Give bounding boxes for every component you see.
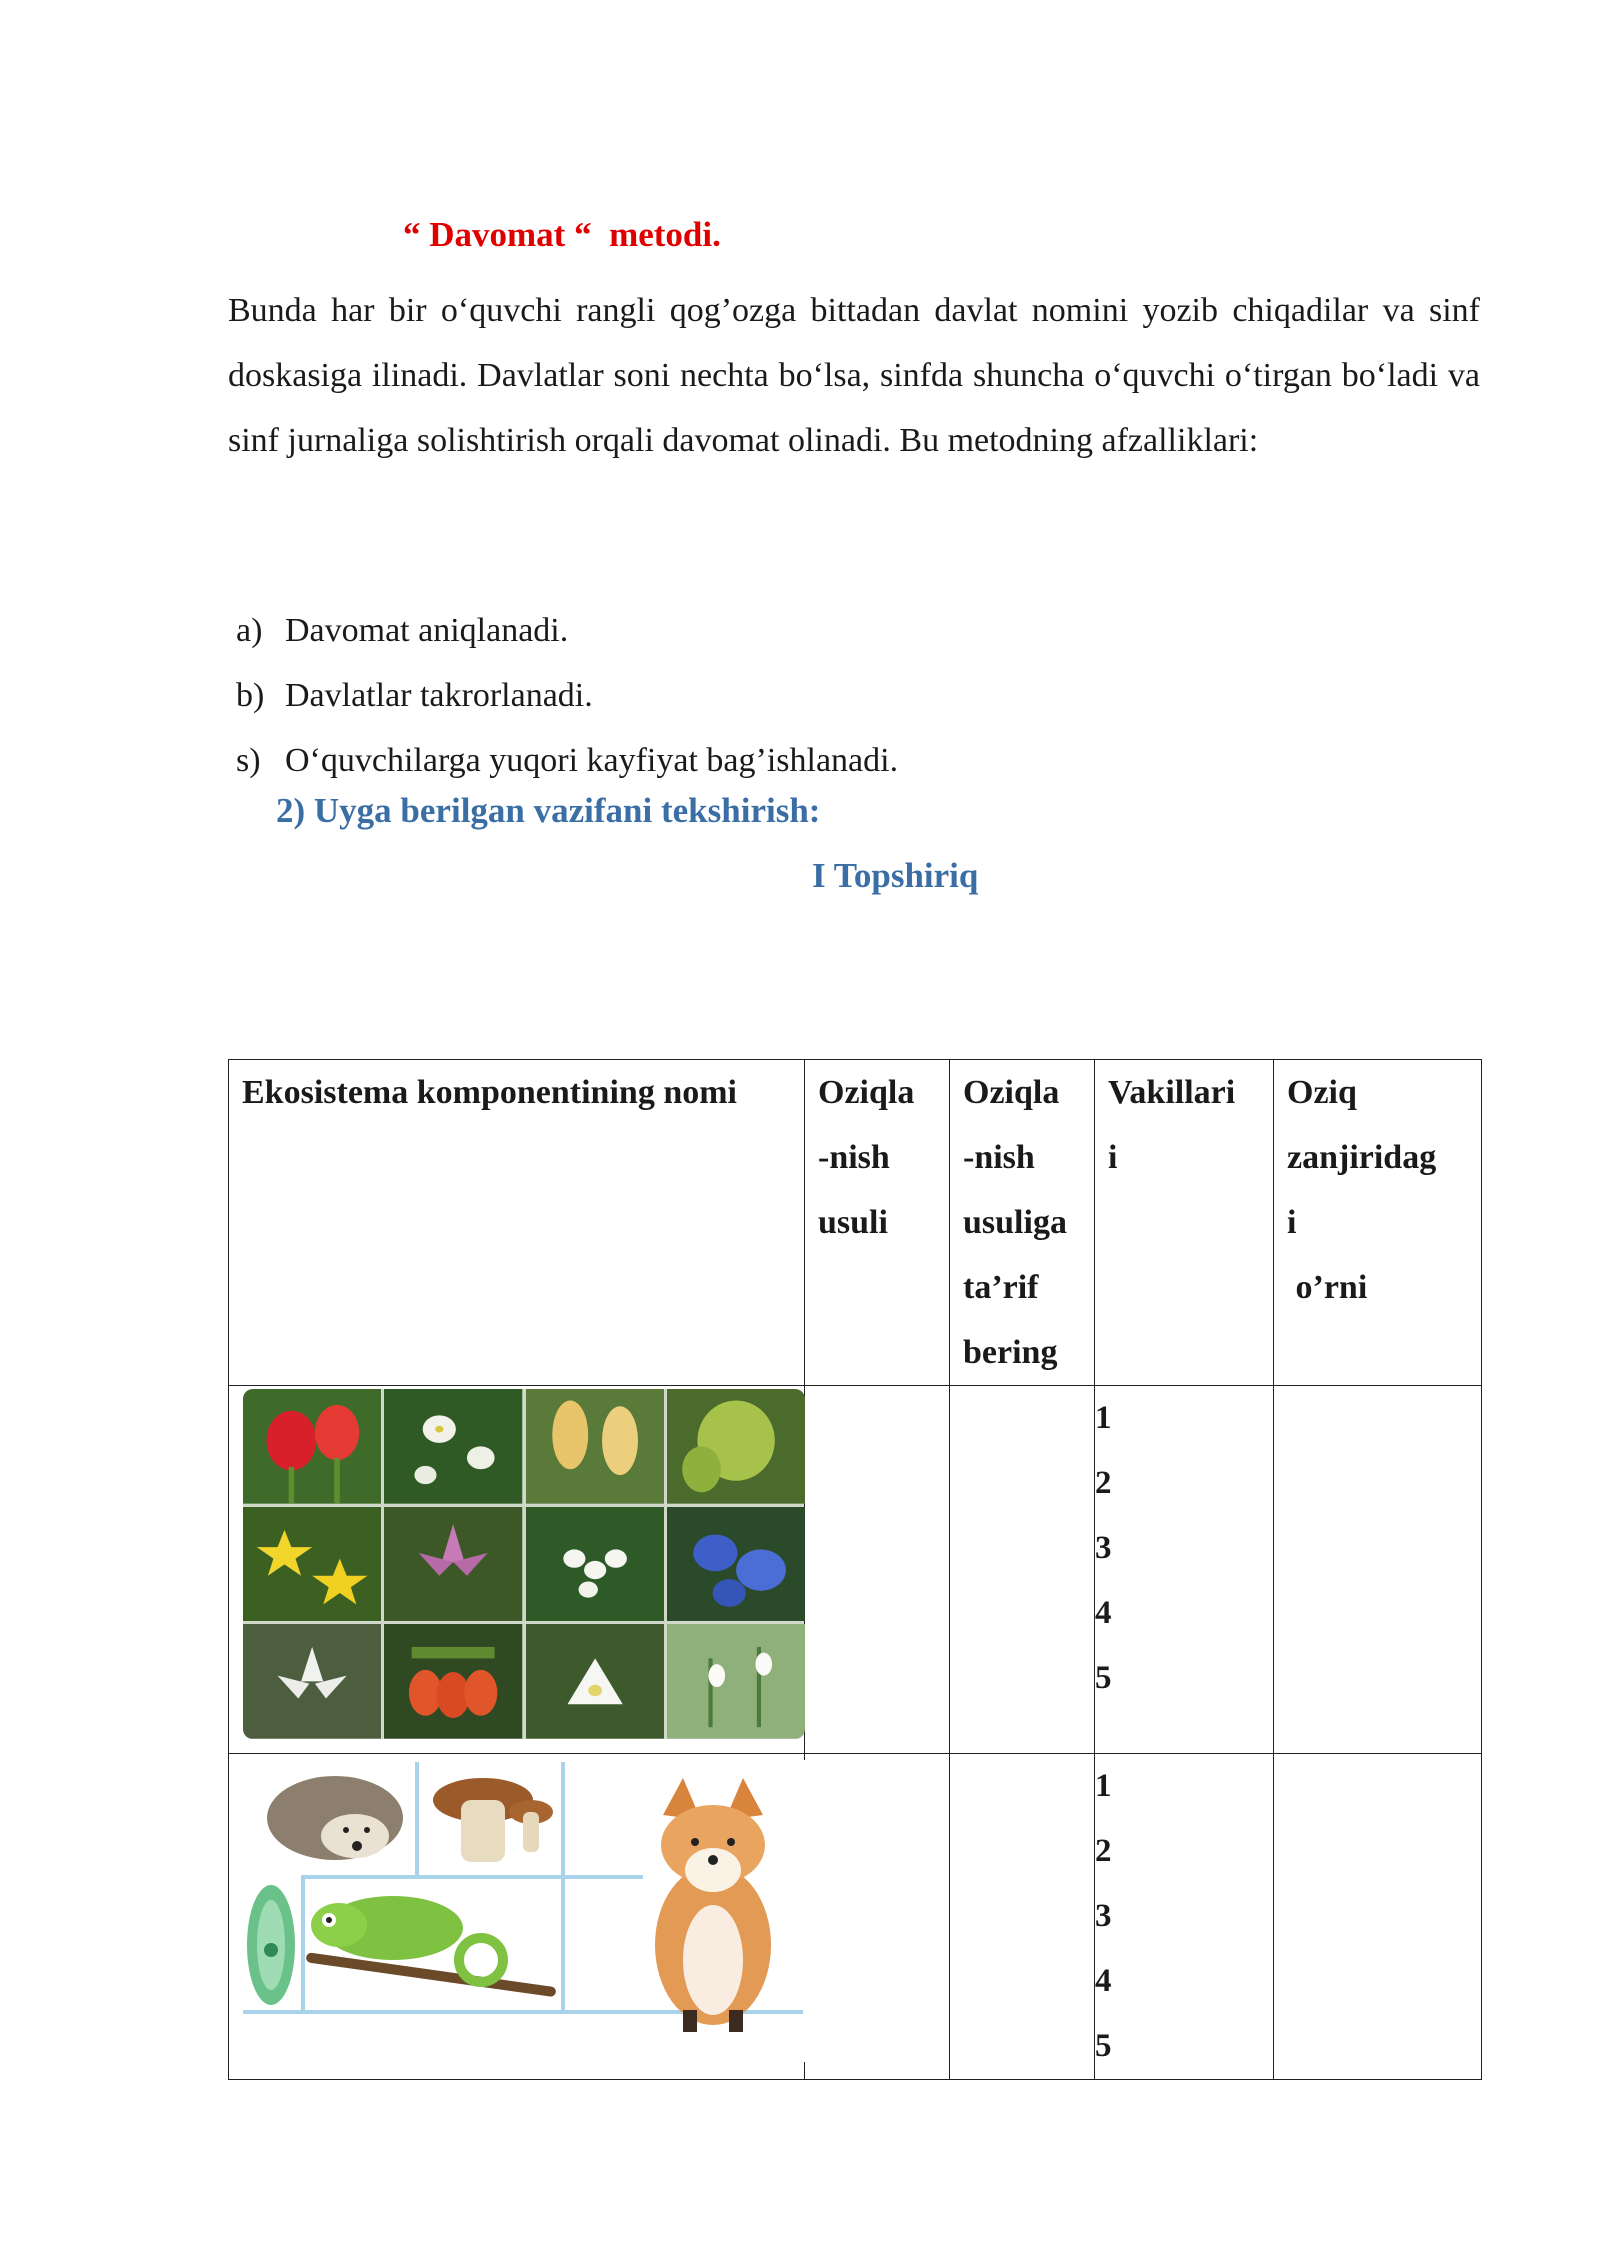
animals-collage-image — [243, 1760, 809, 2062]
intro-paragraph: Bunda har bir o‘quvchi rangli qog’ozga bittadan davlat nomini yozib chiqadilar va sinf doskasiga ilinadi. Davlatlar soni nechta bo‘lsa, sinfda shuncha o‘quvchi o‘tirgan bo‘ladi va sinf jurnaliga solishtirish orqali davomat olinadi. Bu metodning afzalliklari: — [228, 292, 1480, 459]
list-marker: s) — [236, 742, 261, 779]
green-flower-image — [667, 1389, 805, 1504]
header-line: bering — [963, 1334, 1058, 1371]
header-representatives — [1095, 1060, 1274, 1386]
trillium-image — [526, 1624, 664, 1739]
yellow-star-flower-image — [243, 1507, 381, 1622]
row-number: 3 — [1095, 1898, 1112, 1934]
header-line: ta’rif — [963, 1269, 1039, 1306]
lily-of-the-valley-image — [526, 1507, 664, 1622]
list-item — [236, 663, 898, 728]
row-number: 3 — [1095, 1530, 1112, 1566]
plants-image-cell — [229, 1386, 805, 1754]
task-title: I Topshiriq — [812, 856, 979, 895]
header-line: -nish — [963, 1139, 1035, 1176]
header-line: Oziqla — [818, 1074, 915, 1111]
animals-image-cell — [229, 1754, 805, 2080]
list-marker: a) — [236, 612, 263, 649]
empty-cell — [805, 1754, 950, 2080]
header-line: i — [1287, 1204, 1297, 1241]
list-text: Davomat aniqlanadi. — [285, 612, 569, 649]
row-number: 2 — [1095, 1465, 1112, 1501]
row-number: 4 — [1095, 1963, 1112, 1999]
hyacinth-image — [526, 1389, 664, 1504]
fritillaria-image — [384, 1624, 522, 1739]
empty-cell — [950, 1754, 1095, 2080]
row-number: 2 — [1095, 1833, 1112, 1869]
blue-flower-image — [667, 1507, 805, 1622]
header-line: Oziqla — [963, 1074, 1060, 1111]
row-number: 5 — [1095, 2028, 1112, 2064]
empty-cell — [805, 1386, 950, 1754]
white-lily-image — [243, 1624, 381, 1739]
row-number: 1 — [1095, 1400, 1112, 1436]
header-line: usuliga — [963, 1204, 1067, 1241]
dogtooth-violet-image — [384, 1507, 522, 1622]
header-component-name: Ekosistema komponentining nomi — [229, 1060, 805, 1386]
header-line: Oziq — [1287, 1074, 1357, 1111]
header-feeding-method — [805, 1060, 950, 1386]
method-title: “ Davomat “ metodi. — [403, 215, 721, 254]
list-marker: b) — [236, 677, 265, 714]
table-header-row — [229, 1060, 1482, 1386]
table-row — [229, 1754, 1482, 2080]
flowers-mosaic-image — [243, 1389, 805, 1739]
header-line: o’rni — [1287, 1269, 1368, 1306]
header-food-chain-place — [1274, 1060, 1482, 1386]
row-number: 1 — [1095, 1768, 1112, 1804]
representatives-numbers — [1095, 1386, 1274, 1754]
homework-check-heading: 2) Uyga berilgan vazifani tekshirish: — [276, 791, 821, 830]
snowdrop-image — [667, 1624, 805, 1739]
list-item — [236, 598, 898, 663]
representatives-numbers — [1095, 1754, 1274, 2080]
table-row — [229, 1386, 1482, 1754]
anemone-image — [384, 1389, 522, 1504]
header-feeding-definition — [950, 1060, 1095, 1386]
header-line: Vakillari — [1108, 1074, 1236, 1111]
list-text: O‘quvchilarga yuqori kayfiyat bag’ishlanadi. — [285, 742, 899, 779]
header-line: i — [1108, 1139, 1118, 1176]
empty-cell — [950, 1386, 1095, 1754]
list-item — [236, 728, 898, 793]
ecosystem-table — [228, 1059, 1482, 2080]
header-line: -nish — [818, 1139, 890, 1176]
row-number: 4 — [1095, 1595, 1112, 1631]
empty-cell — [1274, 1754, 1482, 2080]
row-number: 5 — [1095, 1660, 1112, 1696]
tulip-image — [243, 1389, 381, 1504]
empty-cell — [1274, 1386, 1482, 1754]
header-line: usuli — [818, 1204, 888, 1241]
header-line: zanjiridag — [1287, 1139, 1437, 1176]
list-text: Davlatlar takrorlanadi. — [285, 677, 593, 714]
advantages-list — [236, 598, 898, 793]
